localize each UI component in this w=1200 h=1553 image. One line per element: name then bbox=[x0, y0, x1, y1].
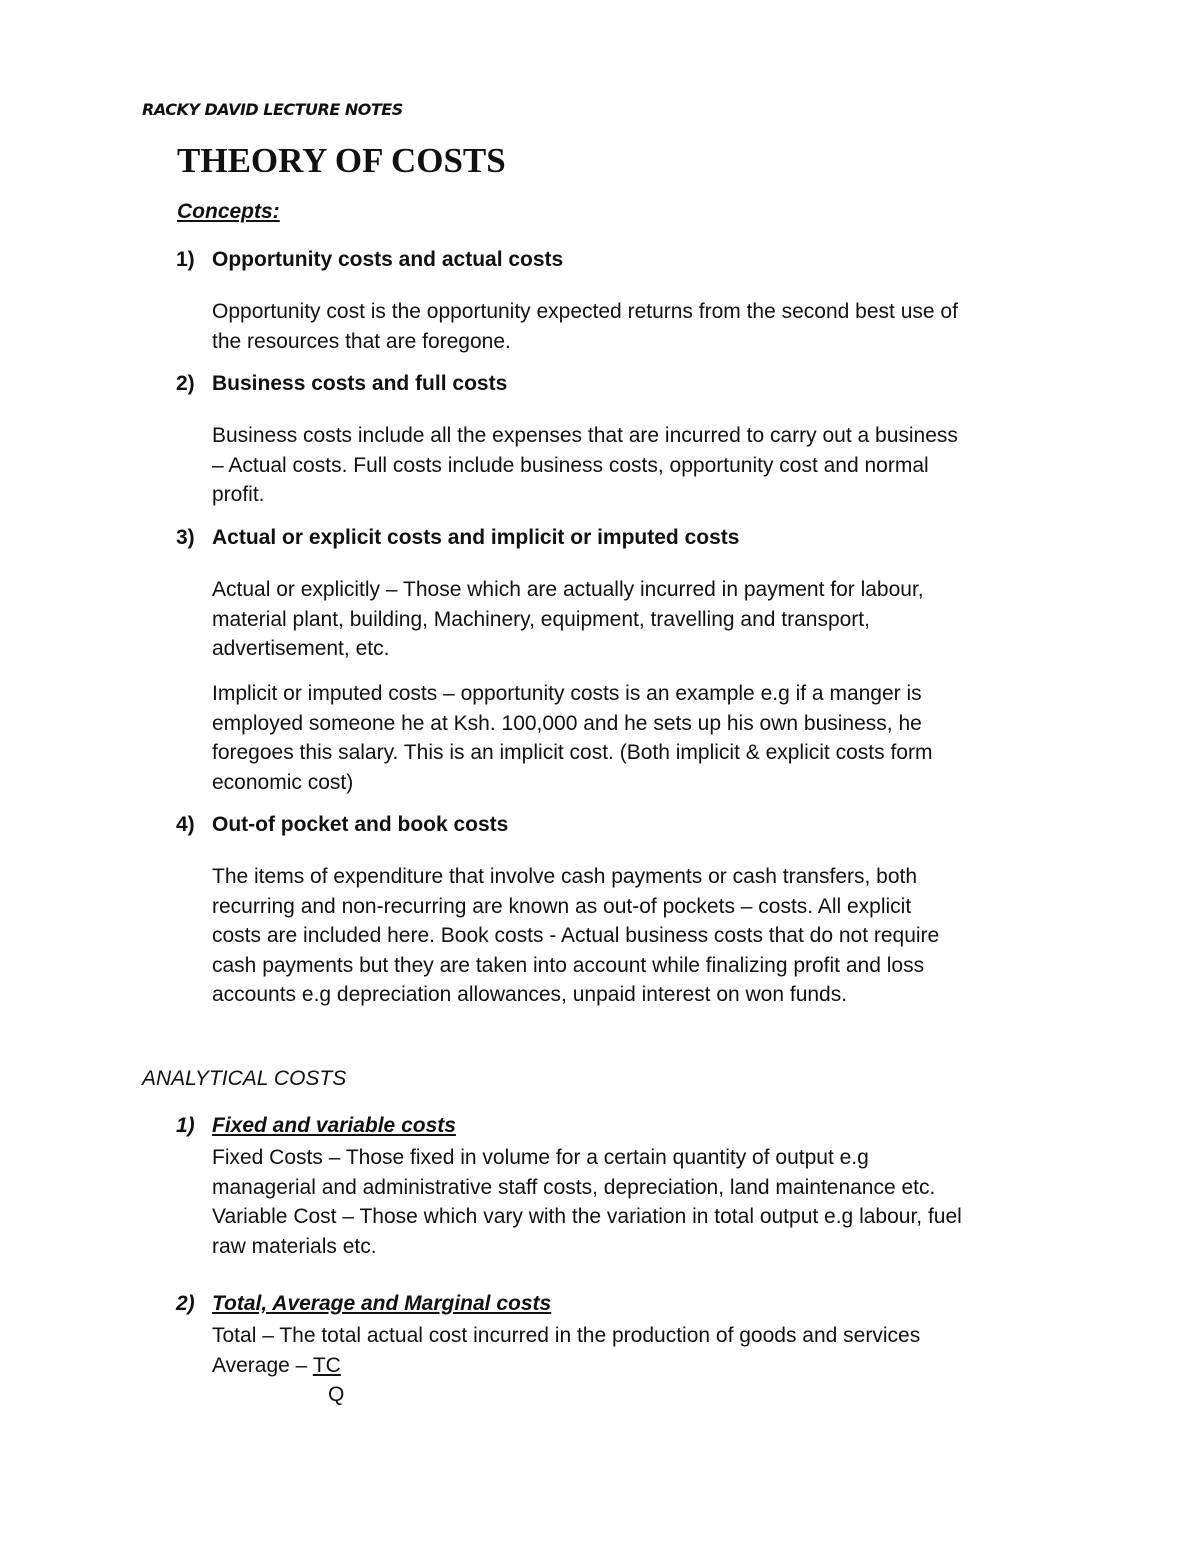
document-header: RACKY DAVID LECTURE NOTES bbox=[142, 100, 403, 119]
section-4-paragraph bbox=[212, 862, 1072, 1010]
paragraph-line: Business costs include all the expenses that are incurred to carry out a business bbox=[212, 424, 958, 447]
paragraph-line: raw materials etc. bbox=[212, 1234, 377, 1258]
analytical-item-2-heading bbox=[176, 1292, 551, 1316]
section-3-paragraph-explicit bbox=[212, 575, 1072, 664]
paragraph-line: employed someone he at Ksh. 100,000 and he sets up his own business, he bbox=[212, 711, 922, 735]
analytical-costs-heading: ANALYTICAL COSTS bbox=[142, 1067, 347, 1090]
section-2-paragraph bbox=[212, 421, 1072, 510]
item-title: Total, Average and Marginal costs bbox=[212, 1292, 552, 1315]
section-number: 2) bbox=[176, 372, 195, 395]
paragraph-line: material plant, building, Machinery, equipment, travelling and transport, bbox=[212, 607, 870, 631]
paragraph-line: managerial and administrative staff costs, depreciation, land maintenance etc. bbox=[212, 1175, 936, 1199]
section-1-paragraph bbox=[212, 297, 1072, 356]
paragraph-line: economic cost) bbox=[212, 770, 354, 794]
paragraph-line: advertisement, etc. bbox=[212, 637, 390, 660]
concepts-label: Concepts: bbox=[177, 200, 280, 223]
paragraph-line: The items of expenditure that involve cash payments or cash transfers, both bbox=[212, 865, 918, 888]
paragraph-line: – Actual costs. Full costs include business costs, opportunity cost and normal bbox=[212, 453, 929, 477]
formula-denominator-line bbox=[212, 1380, 1072, 1410]
section-2-heading bbox=[176, 372, 507, 396]
analytical-item-1-heading bbox=[176, 1114, 456, 1138]
section-4-heading bbox=[176, 813, 508, 837]
section-title: Out-of pocket and book costs bbox=[212, 813, 509, 836]
section-1-heading bbox=[176, 248, 563, 272]
section-number: 4) bbox=[176, 813, 195, 836]
paragraph-line: Actual or explicitly – Those which are actually incurred in payment for labour, bbox=[212, 578, 924, 601]
paragraph-line: Total – The total actual cost incurred in the production of goods and services bbox=[212, 1324, 921, 1347]
section-number: 3) bbox=[176, 526, 195, 549]
item-title: Fixed and variable costs bbox=[212, 1114, 456, 1137]
paragraph-line: cash payments but they are taken into account while finalizing profit and loss bbox=[212, 953, 925, 977]
formula-numerator: TC bbox=[312, 1353, 341, 1377]
average-prefix: Average – bbox=[212, 1353, 313, 1377]
paragraph-line: Implicit or imputed costs – opportunity costs is an example e.g if a manger is bbox=[212, 682, 922, 705]
analytical-item-2-paragraph bbox=[212, 1321, 1072, 1410]
section-title: Opportunity costs and actual costs bbox=[212, 248, 564, 271]
page-title: THEORY OF COSTS bbox=[177, 141, 506, 180]
paragraph-line: recurring and non-recurring are known as out-of pockets – costs. All explicit bbox=[212, 894, 912, 918]
item-number: 2) bbox=[176, 1292, 195, 1315]
section-3-paragraph-implicit bbox=[212, 679, 1072, 797]
paragraph-line: Opportunity cost is the opportunity expected returns from the second best use of bbox=[212, 300, 958, 323]
section-title: Business costs and full costs bbox=[212, 372, 508, 395]
section-title: Actual or explicit costs and implicit or imputed costs bbox=[212, 526, 740, 549]
section-number: 1) bbox=[176, 248, 195, 271]
analytical-item-1-paragraph bbox=[212, 1143, 1072, 1261]
item-number: 1) bbox=[176, 1114, 195, 1137]
formula-denominator: Q bbox=[328, 1383, 345, 1406]
paragraph-line: profit. bbox=[212, 483, 265, 506]
paragraph-line: accounts e.g depreciation allowances, unpaid interest on won funds. bbox=[212, 983, 848, 1006]
paragraph-line: Fixed Costs – Those fixed in volume for a certain quantity of output e.g bbox=[212, 1146, 869, 1169]
paragraph-line: costs are included here. Book costs - Actual business costs that do not require bbox=[212, 924, 940, 947]
section-3-heading bbox=[176, 526, 739, 550]
paragraph-line: Variable Cost – Those which vary with the variation in total output e.g labour, fuel bbox=[212, 1205, 962, 1228]
paragraph-line: the resources that are foregone. bbox=[212, 329, 511, 353]
average-formula-line bbox=[212, 1351, 1072, 1381]
paragraph-line: foregoes this salary. This is an implicit cost. (Both implicit & explicit costs form bbox=[212, 741, 933, 764]
